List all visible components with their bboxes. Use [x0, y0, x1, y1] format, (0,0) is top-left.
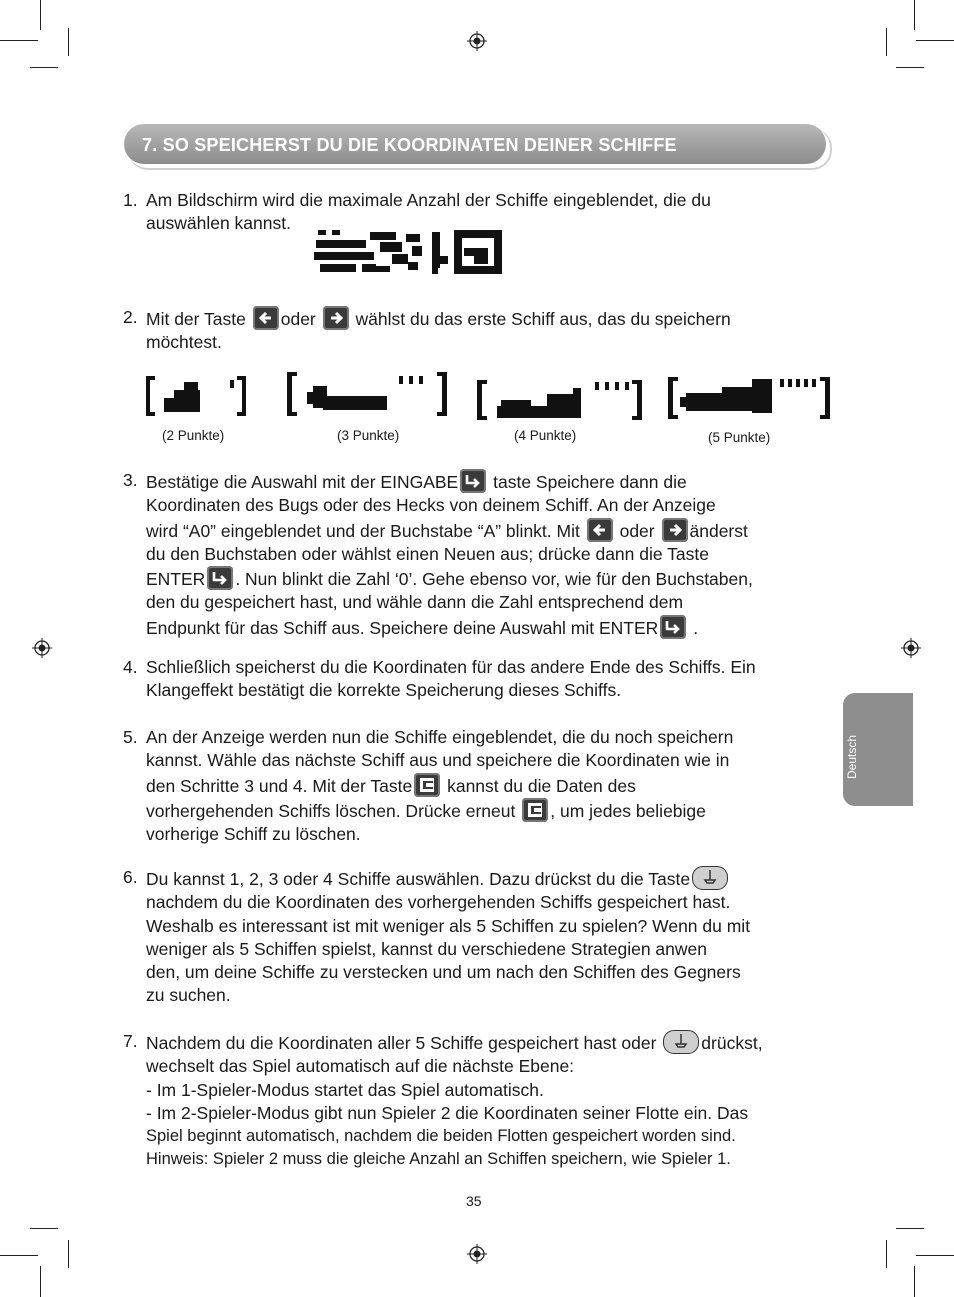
step-text: An der Anzeige werden nun die Schiffe eingeblendet, die du noch speichern — [146, 727, 734, 747]
step-text: Hinweis: Spieler 2 muss die gleiche Anzahl an Schiffen speichern, wie Spieler 1. — [146, 1150, 731, 1169]
right-arrow-key-icon — [323, 306, 349, 330]
step-text: nachdem du die Koordinaten des vorhergehenden Schiffs gespeichert hast. — [146, 892, 731, 913]
step-4 — [123, 656, 833, 703]
registration-mark-left — [32, 638, 52, 658]
registration-mark-right — [901, 638, 921, 658]
step-text: . — [693, 617, 699, 638]
step-number: 6. — [123, 867, 138, 887]
step-text: Spiel beginnt automatisch, nachdem die beiden Flotten gespeichert worden sind. — [146, 1127, 736, 1146]
step-text: oder — [619, 520, 655, 541]
step-text: Koordinaten des Bugs oder des Hecks von deinem Schiff. An der Anzeige — [146, 495, 716, 516]
step-text: Klangeffekt bestätigt die korrekte Speicherung dieses Schiffs. — [146, 680, 622, 701]
ship-3-points-lcd — [287, 370, 447, 418]
ship-points-label: (3 Punkte) — [337, 428, 400, 443]
step-text: vorherige Schiff zu löschen. — [146, 824, 361, 845]
enter-key-icon — [207, 566, 233, 590]
ship-points-label: (5 Punkte) — [708, 430, 771, 445]
enter-key-icon — [660, 615, 686, 639]
step-number: 5. — [123, 727, 138, 747]
step-7 — [123, 1030, 833, 1172]
registration-mark-top — [467, 31, 487, 51]
step-number: 4. — [123, 657, 138, 677]
ship-key-icon — [663, 1030, 699, 1054]
ship-points-label: (4 Punkte) — [514, 428, 577, 443]
step-text: wechselt das Spiel automatisch auf die nächste Ebene: — [146, 1056, 575, 1077]
clear-key-icon — [522, 798, 548, 822]
step-text: den Schritte 3 und 4. Mit der Taste — [146, 775, 413, 796]
left-arrow-key-icon — [587, 518, 613, 542]
left-arrow-key-icon — [253, 306, 279, 330]
step-6 — [123, 866, 833, 1008]
step-text: auswählen kannst. — [146, 213, 291, 234]
step-text: - Im 1-Spieler-Modus startet das Spiel automatisch. — [146, 1079, 544, 1100]
step-text: drückst, — [701, 1033, 763, 1053]
step-number: 3. — [123, 470, 138, 490]
clear-key-icon — [414, 773, 440, 797]
section-title: 7. SO SPEICHERST DU DIE KOORDINATEN DEINER SCHIFFE — [142, 135, 677, 155]
step-number: 7. — [123, 1031, 138, 1051]
step-3 — [123, 469, 833, 640]
step-2 — [123, 306, 833, 355]
step-text: Endpunkt für das Schiff aus. Speichere deine Auswahl mit ENTER — [146, 617, 659, 638]
step-text: taste Speichere dann die — [493, 472, 687, 492]
step-text: . Nun blinkt die Zahl ‘0’. Gehe ebenso vor, wie für den Buchstaben, — [235, 569, 753, 590]
step-text: den, um deine Schiffe zu verstecken und um nach den Schiffen des Gegners — [146, 962, 741, 983]
step-text: wählst du das erste Schiff aus, das du speichern — [355, 309, 731, 329]
step-text: Nachdem du die Koordinaten aller 5 Schiffe gespeichert hast oder — [146, 1033, 657, 1053]
step-text: weniger als 5 Schiffen spielst, kannst du verschiedene Strategien anwen — [146, 938, 707, 959]
ship-4-points-lcd — [477, 378, 642, 422]
step-text: wird “A0” eingeblendet und der Buchstabe “A” blinkt. Mit — [146, 520, 580, 541]
step-text: - Im 2-Spieler-Modus gibt nun Spieler 2 die Koordinaten seiner Flotte ein. Das — [146, 1102, 749, 1123]
enter-key-icon — [460, 469, 486, 493]
ship-2-points-lcd — [146, 374, 246, 420]
right-arrow-key-icon — [662, 518, 688, 542]
ship-5-points-lcd — [668, 375, 830, 421]
step-text: Weshalb es interessant ist mit weniger als 5 Schiffen zu spielen? Wenn du mit — [146, 915, 751, 936]
step-text: möchtest. — [146, 332, 222, 353]
language-tab-label: Deutsch — [845, 734, 859, 779]
ship-key-icon — [692, 866, 728, 890]
registration-mark-bottom — [467, 1244, 487, 1264]
step-text: Du kannst 1, 2, 3 oder 4 Schiffe auswählen. Dazu drückst du die Taste — [146, 869, 691, 889]
step-text: kannst du die Daten des — [447, 775, 636, 796]
step-number: 1. — [123, 190, 138, 210]
step-text: zu suchen. — [146, 985, 231, 1006]
step-text: änderst — [689, 520, 748, 541]
step-text: ENTER — [146, 569, 206, 590]
step-text: du den Buchstaben oder wählst einen Neuen aus; drücke dann die Taste — [146, 543, 709, 564]
step-text: Bestätige die Auswahl mit der EINGABE — [146, 472, 459, 492]
ship-points-label: (2 Punkte) — [162, 428, 225, 443]
language-tab — [843, 693, 913, 806]
step-5 — [123, 726, 833, 846]
step-text: vorhergehenden Schiffs löschen. Drücke erneut — [146, 800, 516, 821]
step-text: Am Bildschirm wird die maximale Anzahl der Schiffe eingeblendet, die du — [146, 190, 711, 210]
step-number: 2. — [123, 307, 138, 327]
step-text: kannst. Wähle das nächste Schiff aus und speichere die Koordinaten wie in — [146, 750, 730, 771]
step-text: Mit der Taste — [146, 309, 246, 329]
step-text: oder — [280, 309, 316, 329]
lcd-max-ships-display — [314, 226, 506, 278]
step-text: den du gespeichert hast, und wähle dann die Zahl entsprechend dem — [146, 592, 684, 613]
step-text: Schließlich speicherst du die Koordinaten für das andere Ende des Schiffs. Ein — [146, 657, 756, 677]
page-number: 35 — [466, 1193, 482, 1209]
step-text: , um jedes beliebige — [550, 800, 706, 821]
